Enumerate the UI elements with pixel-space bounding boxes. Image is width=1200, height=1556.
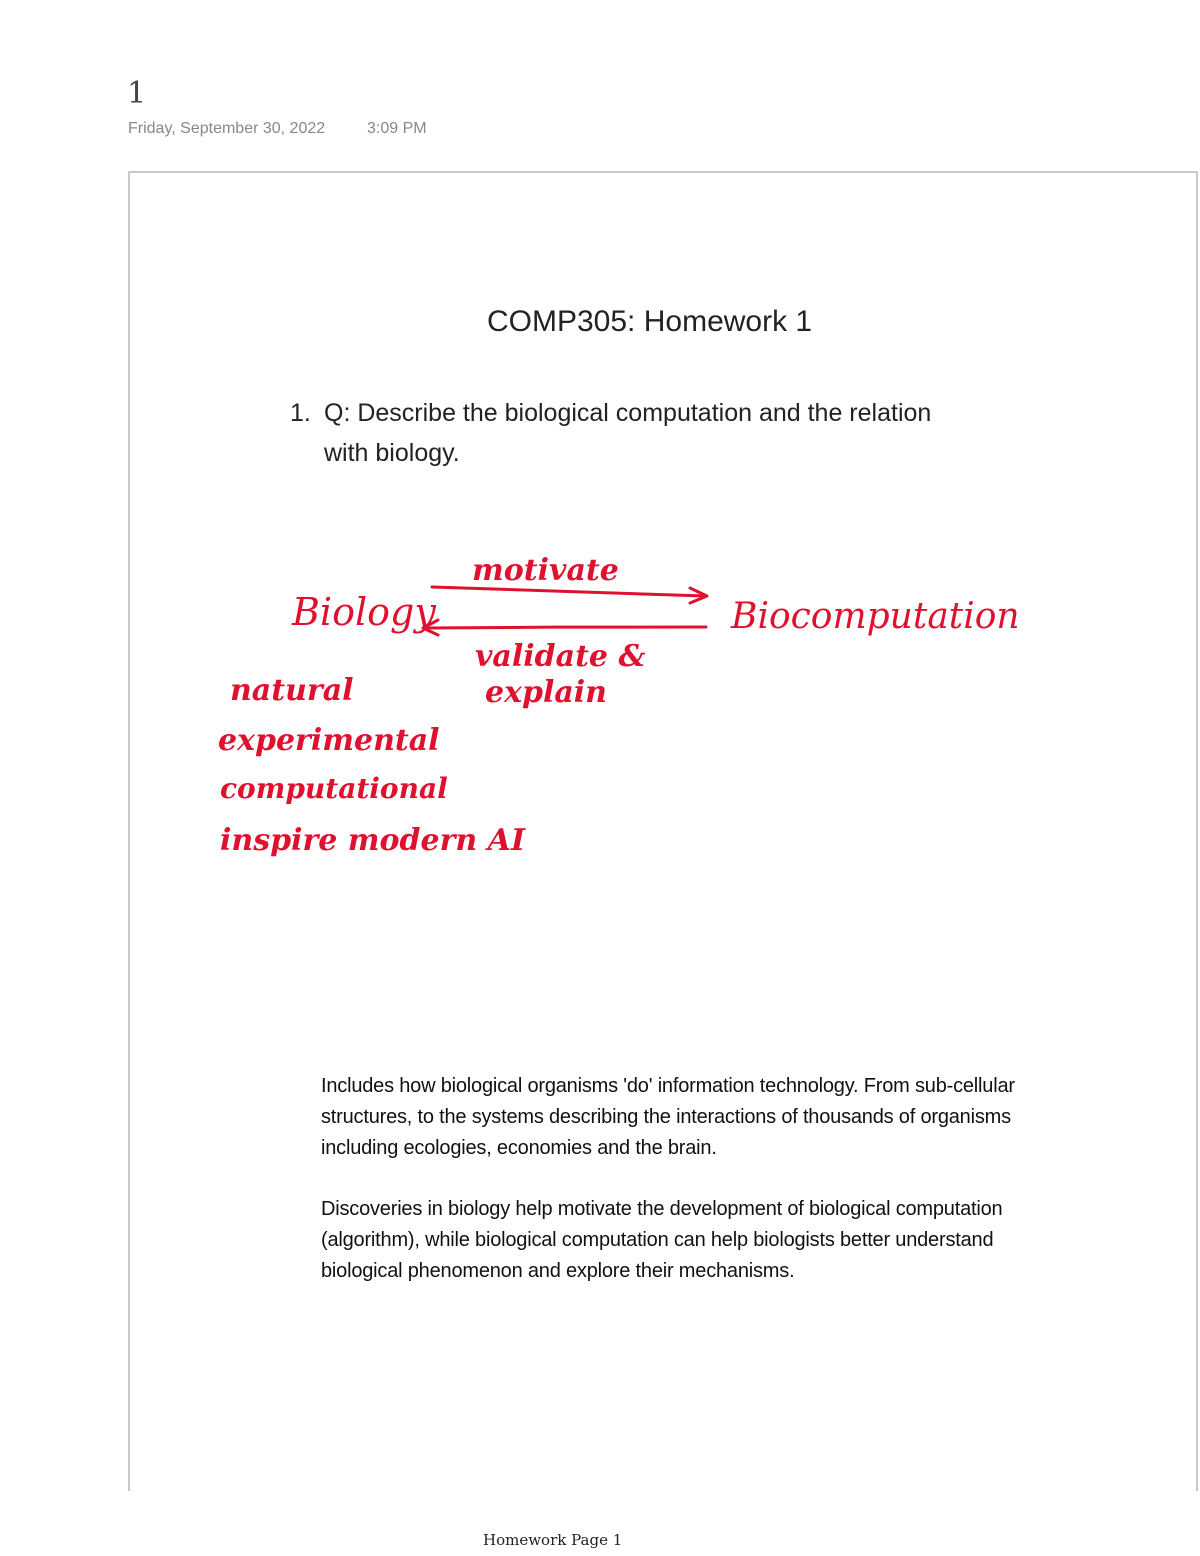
explain-label: explain bbox=[485, 675, 607, 710]
slide-title: COMP305: Homework 1 bbox=[487, 305, 813, 338]
answer-paragraph-2: Discoveries in biology help motivate the development of biological computation (algorithm), while biological computation can help biologists better understand biological phenomenon and explore their mechanisms. bbox=[321, 1198, 1003, 1282]
page-footer: Homework Page 1 bbox=[483, 1531, 623, 1549]
motivate-label: motivate bbox=[472, 553, 619, 588]
page-number: 1 bbox=[127, 76, 147, 111]
page-time: 3:09 PM bbox=[367, 120, 427, 137]
list-item-inspire: inspire modern AI bbox=[220, 823, 525, 858]
validate-label: validate & bbox=[475, 639, 646, 674]
list-item-experimental: experimental bbox=[218, 723, 440, 758]
biocomputation-label: Biocomputation bbox=[731, 596, 1020, 637]
answer-text bbox=[321, 1071, 1061, 1317]
question-number: 1. bbox=[290, 399, 311, 427]
biology-label: Biology bbox=[292, 590, 436, 634]
page-date: Friday, September 30, 2022 bbox=[128, 120, 326, 137]
answer-paragraph-1: Includes how biological organisms 'do' information technology. From sub-cellular structures, to the systems describing the interactions of thousands of organisms including ecologies, economies and the brain. bbox=[321, 1075, 1015, 1159]
validate-arrow bbox=[423, 620, 706, 635]
list-item-natural: natural bbox=[230, 673, 354, 708]
motivate-arrow bbox=[432, 587, 707, 603]
question-line-2: with biology. bbox=[324, 439, 460, 467]
question-line-1: Q: Describe the biological computation and the relation bbox=[324, 399, 932, 427]
list-item-computational: computational bbox=[220, 772, 448, 805]
